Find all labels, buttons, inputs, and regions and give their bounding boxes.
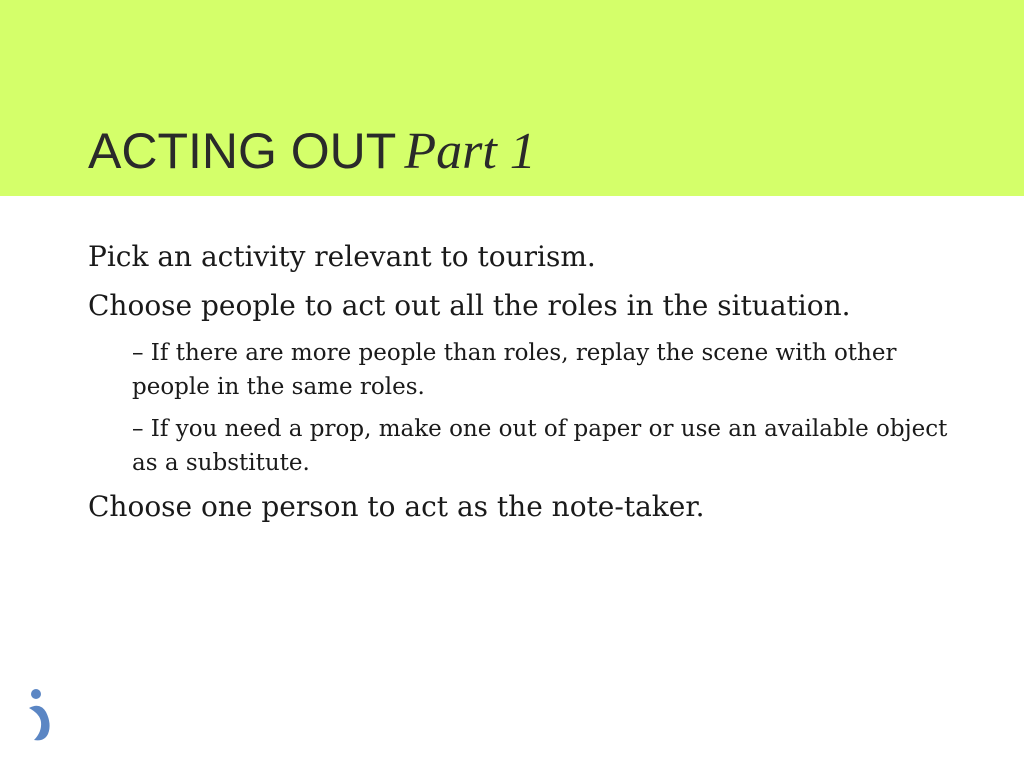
slide-body [88, 238, 968, 537]
sub-bullet-prop: – If you need a prop, make one out of paper or use an available object as a substitute. [132, 416, 948, 476]
title-part: Part 1 [404, 123, 536, 180]
bullet-note-taker: Choose one person to act as the note-taker. [88, 490, 705, 523]
sub-bullet-more-people: – If there are more people than roles, replay the scene with other people in the same roles. [132, 340, 897, 400]
title-main: ACTING OUT [88, 123, 397, 179]
bullet-choose-people: Choose people to act out all the roles in the situation. [88, 289, 851, 322]
person-logo-icon [26, 688, 54, 744]
slide-title [88, 123, 536, 180]
bullet-pick-activity: Pick an activity relevant to tourism. [88, 240, 596, 273]
